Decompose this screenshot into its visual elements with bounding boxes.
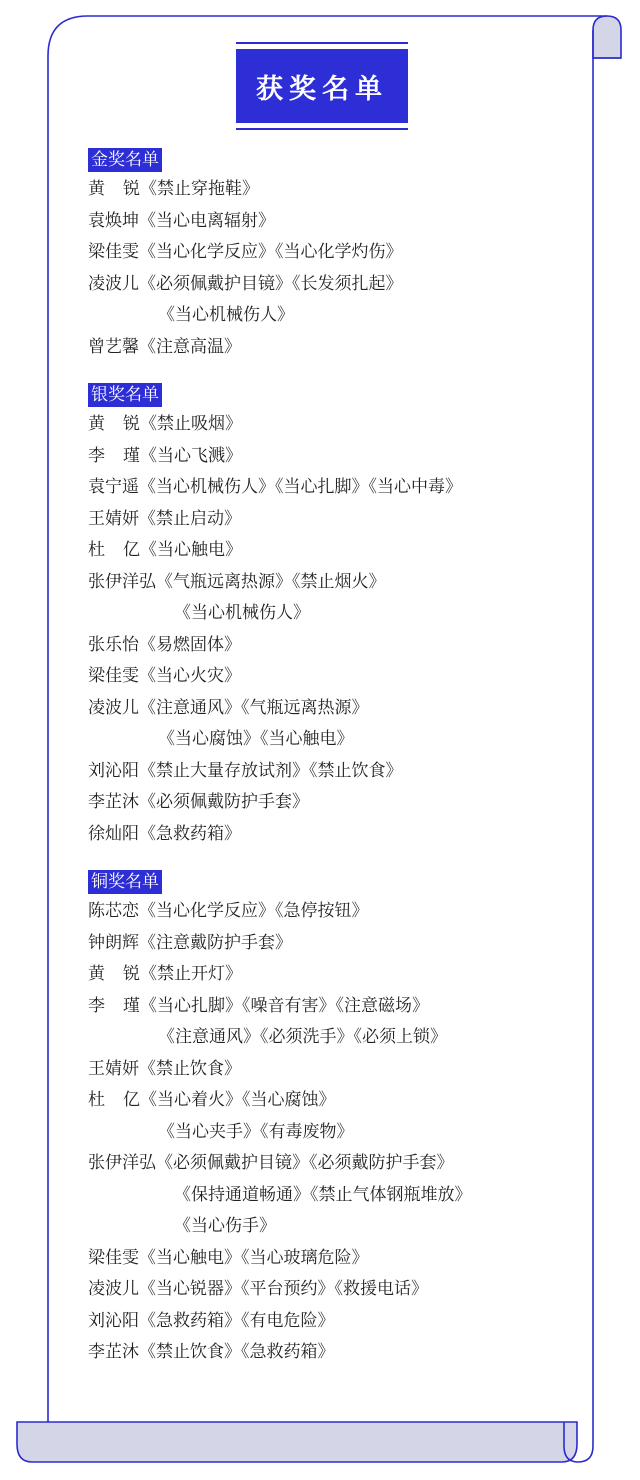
winner-name: 王婧妍 <box>88 508 139 529</box>
name-char: 锐 <box>123 414 140 434</box>
section-label: 金奖名单 <box>88 148 162 172</box>
winner-name: 凌波儿 <box>88 273 139 294</box>
work-titles: 《当心化学反应》《当心化学灼伤》 <box>139 242 403 262</box>
list-item <box>88 237 558 269</box>
work-titles: 《必须佩戴防护手套》 <box>139 792 309 812</box>
winner-name: 曾艺馨 <box>88 336 139 357</box>
list-item <box>88 959 558 991</box>
work-titles: 《必须佩戴护目镜》《长发须扎起》 <box>139 273 403 294</box>
winner-name: 张伊洋弘 <box>88 571 156 592</box>
name-char: 瑾 <box>123 445 140 466</box>
winner-name: 钟朗辉 <box>88 932 139 953</box>
work-titles: 《禁止饮食》《急救药箱》 <box>139 1342 335 1362</box>
work-titles: 《当心飞溅》 <box>140 445 242 466</box>
title-block <box>236 42 408 130</box>
name-char: 李 <box>88 995 105 1016</box>
list-item <box>88 1085 558 1117</box>
name-char: 锐 <box>123 964 140 984</box>
list-item <box>88 598 558 630</box>
work-titles: 《禁止饮食》 <box>139 1058 241 1079</box>
list-item <box>88 1054 558 1086</box>
list-item <box>88 1148 558 1180</box>
work-titles: 《注意通风》《必须洗手》《必须上锁》 <box>158 1027 447 1047</box>
section-label: 铜奖名单 <box>88 870 162 894</box>
list-item <box>88 504 558 536</box>
work-titles: 《当心火灾》 <box>139 666 241 686</box>
name-char: 锐 <box>123 179 140 199</box>
work-titles: 《当心着火》《当心腐蚀》 <box>140 1090 336 1110</box>
winner-name <box>88 174 140 206</box>
winner-name: 梁佳雯 <box>88 666 139 686</box>
winner-name: 李芷沐 <box>88 1342 139 1362</box>
title-bottom-rule <box>236 128 408 130</box>
work-titles: 《当心触电》 <box>140 540 242 560</box>
list-item <box>88 1274 558 1306</box>
list-item <box>88 269 558 301</box>
name-char: 黄 <box>88 964 105 984</box>
work-titles: 《注意通风》《气瓶远离热源》 <box>139 697 369 718</box>
list-item <box>88 1306 558 1338</box>
work-titles: 《注意高温》 <box>139 336 241 357</box>
list-item <box>88 1211 558 1243</box>
list-item <box>88 300 558 332</box>
list-item <box>88 441 558 473</box>
list-item <box>88 535 558 567</box>
work-titles: 《禁止开灯》 <box>140 964 242 984</box>
winner-name: 刘沁阳 <box>88 760 139 781</box>
list-item <box>88 756 558 788</box>
list-item <box>88 1180 558 1212</box>
list-item <box>88 1022 558 1054</box>
work-titles: 《当心机械伤人》 <box>158 305 294 325</box>
winner-name <box>88 409 140 441</box>
list-item <box>88 693 558 725</box>
work-titles: 《易燃固体》 <box>139 634 241 655</box>
page-title: 获奖名单 <box>236 49 408 123</box>
winner-name: 凌波儿 <box>88 1279 139 1299</box>
work-titles: 《禁止大量存放试剂》《禁止饮食》 <box>139 760 403 781</box>
winner-name: 李芷沐 <box>88 792 139 812</box>
list-item <box>88 991 558 1023</box>
gold-section <box>88 148 558 363</box>
winner-name <box>88 535 140 567</box>
winner-name: 王婧妍 <box>88 1058 139 1079</box>
winner-name: 袁焕坤 <box>88 210 139 231</box>
list-item <box>88 787 558 819</box>
winner-name: 凌波儿 <box>88 697 139 718</box>
work-titles: 《必须佩戴护目镜》《必须戴防护手套》 <box>156 1153 454 1173</box>
list-item <box>88 661 558 693</box>
list-item <box>88 819 558 851</box>
winner-name: 袁宁遥 <box>88 477 139 497</box>
winner-name: 刘沁阳 <box>88 1310 139 1331</box>
bronze-section <box>88 870 558 1369</box>
title-top-rule <box>236 42 408 44</box>
list-item <box>88 332 558 364</box>
work-titles: 《保持通道畅通》《禁止气体钢瓶堆放》 <box>174 1184 472 1205</box>
work-titles: 《气瓶远离热源》《禁止烟火》 <box>156 571 386 592</box>
work-titles: 《当心扎脚》《噪音有害》《注意磁场》 <box>140 995 429 1016</box>
list-item <box>88 724 558 756</box>
winner-name: 张伊洋弘 <box>88 1153 156 1173</box>
winner-name: 梁佳雯 <box>88 242 139 262</box>
name-char: 黄 <box>88 179 105 199</box>
winner-name: 张乐怡 <box>88 634 139 655</box>
list-item <box>88 1337 558 1369</box>
name-char: 瑾 <box>123 995 140 1016</box>
award-list <box>88 148 558 1389</box>
work-titles: 《注意戴防护手套》 <box>139 932 292 953</box>
list-item <box>88 896 558 928</box>
list-item <box>88 1243 558 1275</box>
list-item <box>88 567 558 599</box>
winner-name <box>88 959 140 991</box>
list-item <box>88 206 558 238</box>
work-titles: 《当心伤手》 <box>174 1216 276 1236</box>
work-titles: 《禁止吸烟》 <box>140 414 242 434</box>
work-titles: 《急救药箱》《有电危险》 <box>139 1310 335 1331</box>
winner-name <box>88 991 140 1023</box>
name-char: 李 <box>88 445 105 466</box>
silver-section <box>88 383 558 850</box>
work-titles: 《急救药箱》 <box>139 823 241 844</box>
work-titles: 《禁止穿拖鞋》 <box>140 179 259 199</box>
section-label: 银奖名单 <box>88 383 162 407</box>
list-item <box>88 174 558 206</box>
list-item <box>88 928 558 960</box>
name-char: 杜 <box>88 540 105 560</box>
list-item <box>88 409 558 441</box>
winner-name <box>88 1085 140 1117</box>
list-item <box>88 1117 558 1149</box>
work-titles: 《当心触电》《当心玻璃危险》 <box>139 1247 369 1268</box>
work-titles: 《当心化学反应》《急停按钮》 <box>139 901 369 921</box>
work-titles: 《当心腐蚀》《当心触电》 <box>158 729 354 749</box>
work-titles: 《禁止启动》 <box>139 508 241 529</box>
work-titles: 《当心夹手》《有毒废物》 <box>158 1121 354 1142</box>
name-char: 黄 <box>88 414 105 434</box>
name-char: 亿 <box>123 1090 140 1110</box>
name-char: 杜 <box>88 1090 105 1110</box>
work-titles: 《当心机械伤人》 <box>174 603 310 623</box>
list-item <box>88 630 558 662</box>
work-titles: 《当心电离辐射》 <box>139 210 275 231</box>
winner-name: 梁佳雯 <box>88 1247 139 1268</box>
work-titles: 《当心锐器》《平台预约》《救援电话》 <box>139 1279 428 1299</box>
winner-name: 徐灿阳 <box>88 823 139 844</box>
name-char: 亿 <box>123 540 140 560</box>
winner-name: 陈芯恋 <box>88 901 139 921</box>
list-item <box>88 472 558 504</box>
work-titles: 《当心机械伤人》《当心扎脚》《当心中毒》 <box>139 477 462 497</box>
winner-name <box>88 441 140 473</box>
